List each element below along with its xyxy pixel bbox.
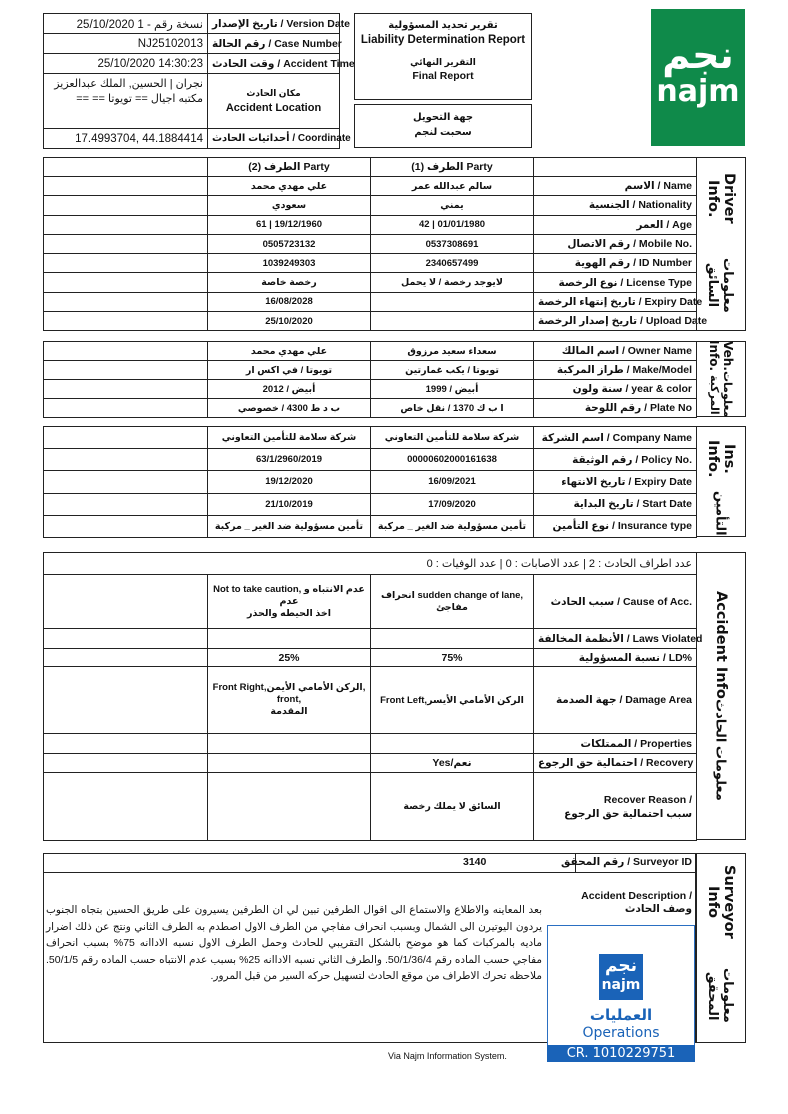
driver-empty-cell <box>44 177 208 196</box>
vehicle-party2-value: أبيض / 2012 <box>208 380 371 399</box>
insurance-party1-value: 17/09/2020 <box>371 493 534 515</box>
cause-party2 <box>208 575 371 629</box>
driver-empty-cell <box>44 215 208 234</box>
insurance-empty-cell <box>44 471 208 493</box>
vehicle-row <box>44 380 697 399</box>
surveyor-id-value: 3140 <box>463 856 487 868</box>
driver-party2-value: 25/10/2020 <box>208 312 371 331</box>
insurance-row <box>44 493 697 515</box>
insurance-party1-value: شركة سلامة للتأمين التعاوني <box>371 427 534 449</box>
insurance-row <box>44 427 697 449</box>
insurance-party2-value: شركة سلامة للتأمين التعاوني <box>208 427 371 449</box>
driver-party1-value: يمني <box>371 196 534 215</box>
insurance-empty-cell <box>44 493 208 515</box>
vehicle-party1-value: ا ب ك 1370 / نقل خاص <box>371 399 534 418</box>
accident-description-label <box>552 890 692 916</box>
vehicle-title-ar: معلومات المركبة <box>708 371 733 418</box>
insurance-label: نوع التأمين / Insurance type <box>534 515 697 537</box>
insurance-title-en: Ins. Info. <box>705 440 737 478</box>
driver-empty-cell <box>44 196 208 215</box>
vehicle-label: اسم المالك / Owner Name <box>534 342 697 361</box>
driver-party1-value: 2340657499 <box>371 254 534 273</box>
location-label-ar: مكان الحادث <box>246 88 301 98</box>
insurance-row <box>44 515 697 537</box>
coordinate-value: 17.4993704, 44.1884414 <box>44 129 208 149</box>
logo-text-en: najm <box>656 74 740 109</box>
vehicle-party2-value: تويوتا / في اكس ار <box>208 361 371 380</box>
driver-row <box>44 234 697 253</box>
driver-party2-value: 61 | 19/12/1960 <box>208 215 371 234</box>
final-report-ar: التقرير النهائي <box>410 57 476 67</box>
accident-description-text: بعد المعاينه والاطلاع والاستماع الى اقوال الطرفين تبين لي ان الطرفين يسيرون على طريق الحسين بتجاه الجنوب يردون اليوتيرن الى الشمال وبسبب انحراف مفاجي من الطرف الاول اصطدم به الطرف الثاني ونتج عن ذلك اضرار ماديه بالمركبات كما هو موضح بالشكل التقريبي للحادث وحمل الطرف الاول نسبه الاداانه 75% بسبب انحراف مفاجي حسب الماده رقم 50/1/36/4. والطرف الثاني نسبه الاداانه 25% بسبب عدم الانتباه حسب الماده رقم 50/1/5. ملاحظه تحرك الاطراف من موقع الحادث لتسهيل حركه السير من قبل المرور. <box>46 904 543 982</box>
location-label-en: Accident Location <box>225 102 322 114</box>
stamp-ops-ar: العمليات <box>589 1007 653 1024</box>
cause-party1: انحراف sudden change of lane, مفاجئ <box>371 575 534 629</box>
driver-party2-value: سعودي <box>208 196 371 215</box>
vehicle-party2-value: علي مهدي محمد <box>208 342 371 361</box>
driver-row <box>44 292 697 311</box>
vehicle-empty-cell <box>44 380 208 399</box>
recovery-party1: Yes/نعم <box>371 754 534 773</box>
accident-time-label: وقت الحادث / Accident Time <box>208 54 340 74</box>
header-info-box <box>43 13 355 148</box>
recover-reason-label <box>534 773 697 841</box>
driver-party2-value: رخصة خاصة <box>208 273 371 292</box>
stamp-logo-ar: نجم <box>605 956 637 976</box>
insurance-party2-value: 21/10/2019 <box>208 493 371 515</box>
accident-time-value: 25/10/2020 14:30:23 <box>44 54 208 74</box>
vehicle-label: سنة ولون / year & color <box>534 380 697 399</box>
surveyor-id-label: رقم المحقق / Surveyor ID <box>561 856 692 868</box>
report-title-en: Liability Determination Report <box>360 34 526 46</box>
vehicle-label: طراز المركبة / Make/Model <box>534 361 697 380</box>
insurance-party2-value: تأمين مسؤولية ضد الغير _ مركبة <box>208 515 371 537</box>
accident-title-en: Accident Info <box>713 591 729 700</box>
vehicle-party1-value: تويوتا / يكب غمارتين <box>371 361 534 380</box>
insurance-empty-cell <box>44 449 208 471</box>
insurance-row <box>44 449 697 471</box>
recovery-label: احتمالية حق الرجوع / Recovery <box>534 754 697 773</box>
driver-label: رقم الهوية / ID Number <box>534 254 697 273</box>
surveyor-section-title <box>696 853 746 1043</box>
surveyor-title-ar: معلومات المحقق <box>706 968 736 1024</box>
desc-label-ar: وصف الحادث <box>624 903 692 915</box>
driver-party1-value: سالم عبدالله عمر <box>371 177 534 196</box>
accident-location-value <box>44 74 208 129</box>
vehicle-party2-value: ب د ط 4300 / خصوصي <box>208 399 371 418</box>
vehicle-section-title <box>696 341 746 417</box>
driver-info-section <box>43 157 708 331</box>
insurance-section-title <box>696 426 746 537</box>
vehicle-info-section <box>43 341 696 417</box>
vehicle-party1-value: سعداء سعيد مرزوق <box>371 342 534 361</box>
location-line-2: == == مكتبه اجيال == تويوتا <box>76 93 203 105</box>
driver-row <box>44 254 697 273</box>
driver-label: العمر / Age <box>534 215 697 234</box>
vehicle-title-en: Veh. Info. <box>707 340 735 372</box>
driver-party2-value: 0505723132 <box>208 234 371 253</box>
driver-row <box>44 273 697 292</box>
cause-party2-line1: Not to take caution, عدم الانتباه و عدم <box>213 583 365 607</box>
insurance-empty-cell <box>44 515 208 537</box>
driver-row <box>44 177 697 196</box>
surveyor-title-en: Surveyor Info <box>705 864 737 939</box>
party2-header: الطرف (2) Party <box>208 158 371 177</box>
stamp-cr-number: CR. 1010229751 <box>547 1045 695 1062</box>
driver-title-en: Driver Info. <box>705 173 737 224</box>
damage-area-label: جهة الصدمة / Damage Area <box>534 667 697 734</box>
transfer-box <box>354 104 532 148</box>
driver-title-ar: معلومات السائق <box>706 258 736 313</box>
driver-label: رقم الاتصال / Mobile No. <box>534 234 697 253</box>
transfer-label: جهة التحويل <box>412 112 474 123</box>
recover-reason-label-ar: سبب احتمالية حق الرجوع <box>564 807 693 820</box>
accident-location-label <box>208 74 340 129</box>
insurance-party2-value: 19/12/2020 <box>208 471 371 493</box>
accident-info-section <box>43 552 703 840</box>
insurance-party2-value: 63/1/2960/2019 <box>208 449 371 471</box>
version-value: 25/10/2020 نسخة رقم - 1 <box>44 14 208 34</box>
desc-label-en: Accident Description / <box>581 890 692 902</box>
coordinate-label: أحداثيات الحادث / Coordinate <box>208 129 340 149</box>
stamp-logo <box>599 954 643 1000</box>
driver-empty-cell <box>44 312 208 331</box>
surveyor-id-row <box>43 853 696 873</box>
accident-summary: عدد اطراف الحادث : 2 | عدد الاصابات : 0 | عدد الوفيات : 0 <box>44 553 697 575</box>
laws-violated-label: الأنظمة المخالفة / Laws Violated <box>534 629 697 649</box>
driver-row <box>44 312 697 331</box>
driver-party1-value: لايوجد رخصة / لا يحمل <box>371 273 534 292</box>
final-report-en: Final Report <box>412 70 474 82</box>
insurance-empty-cell <box>44 427 208 449</box>
driver-label: تاريخ إنتهاء الرخصة / Expiry Date <box>534 292 697 311</box>
driver-party1-value <box>371 312 534 331</box>
location-line-1: نجران | الحسين, الملك عبدالعزيز <box>54 78 203 90</box>
accident-section-title <box>696 552 746 840</box>
properties-label: الممتلكات / Properties <box>534 734 697 754</box>
driver-section-title <box>696 157 746 331</box>
party1-header: الطرف (1) Party <box>371 158 534 177</box>
footer-note: Via Najm Information System. <box>388 1051 507 1061</box>
najm-logo <box>651 9 745 146</box>
damage-party2 <box>208 667 371 734</box>
insurance-info-section <box>43 426 696 537</box>
driver-empty-cell <box>44 273 208 292</box>
driver-party1-value <box>371 292 534 311</box>
transfer-value: سحبت لنجم <box>414 127 472 138</box>
vehicle-row <box>44 399 697 418</box>
report-title-box <box>354 13 532 100</box>
insurance-row <box>44 471 697 493</box>
insurance-party1-value: تأمين مسؤولية ضد الغير _ مركبة <box>371 515 534 537</box>
case-number-label: رقم الحالة / Case Number <box>208 34 340 54</box>
stamp-logo-en: najm <box>601 977 641 993</box>
driver-party2-value: 1039249303 <box>208 254 371 273</box>
driver-party2-value: علي مهدي محمد <box>208 177 371 196</box>
driver-party1-value: 42 | 01/01/1980 <box>371 215 534 234</box>
driver-label: تاريخ إصدار الرخصة / Upload Date <box>534 312 697 331</box>
damage-party2-line2: المقدمة <box>270 706 308 717</box>
driver-empty-cell <box>44 292 208 311</box>
case-number-value: NJ25102013 <box>44 34 208 54</box>
ld-label: نسبة المسؤولية / LD% <box>534 649 697 667</box>
driver-label: الاسم / Name <box>534 177 697 196</box>
damage-party1: Front Left,الركن الأمامي الأيسر <box>371 667 534 734</box>
driver-empty-cell <box>44 234 208 253</box>
driver-row <box>44 196 697 215</box>
operations-stamp <box>547 925 695 1061</box>
cause-party2-line2: اخذ الحيطه والحذر <box>247 607 331 619</box>
vehicle-empty-cell <box>44 342 208 361</box>
vehicle-empty-cell <box>44 361 208 380</box>
vehicle-row <box>44 361 697 380</box>
vehicle-party1-value: أبيض / 1999 <box>371 380 534 399</box>
damage-party2-line1: Front Right,الركن الأمامي الأيمن, front, <box>212 682 366 705</box>
recover-reason-party1: السائق لا يملك رخصة <box>371 773 534 841</box>
ld-party1: 75% <box>371 649 534 667</box>
insurance-title-ar: التأمين <box>713 491 729 536</box>
insurance-label: اسم الشركة / Company Name <box>534 427 697 449</box>
driver-label: نوع الرخصة / License Type <box>534 273 697 292</box>
report-title-ar: تقرير تحديد المسؤولية <box>388 20 498 31</box>
driver-party1-value: 0537308691 <box>371 234 534 253</box>
ld-party2: 25% <box>208 649 371 667</box>
driver-row <box>44 215 697 234</box>
accident-title-ar: معلومات الحادث <box>713 699 729 801</box>
driver-party2-value: 16/08/2028 <box>208 292 371 311</box>
insurance-label: تاريخ البداية / Start Date <box>534 493 697 515</box>
stamp-ops-en: Operations <box>582 1025 660 1041</box>
logo-text-ar: نجم <box>662 33 734 77</box>
insurance-label: رقم الوثيقة / Policy No. <box>534 449 697 471</box>
insurance-label: تاريخ الانتهاء / Expiry Date <box>534 471 697 493</box>
insurance-party1-value: 16/09/2021 <box>371 471 534 493</box>
version-label: تاريخ الإصدار / Version Date <box>208 14 340 34</box>
cause-label: سبب الحادث / Cause of Acc. <box>534 575 697 629</box>
recover-reason-label-en: Recover Reason / <box>603 793 693 806</box>
vehicle-label: رقم اللوحة / Plate No <box>534 399 697 418</box>
driver-empty-cell <box>44 254 208 273</box>
driver-label: الجنسية / Nationality <box>534 196 697 215</box>
vehicle-row <box>44 342 697 361</box>
vehicle-empty-cell <box>44 399 208 418</box>
insurance-party1-value: 00000602000161638 <box>371 449 534 471</box>
